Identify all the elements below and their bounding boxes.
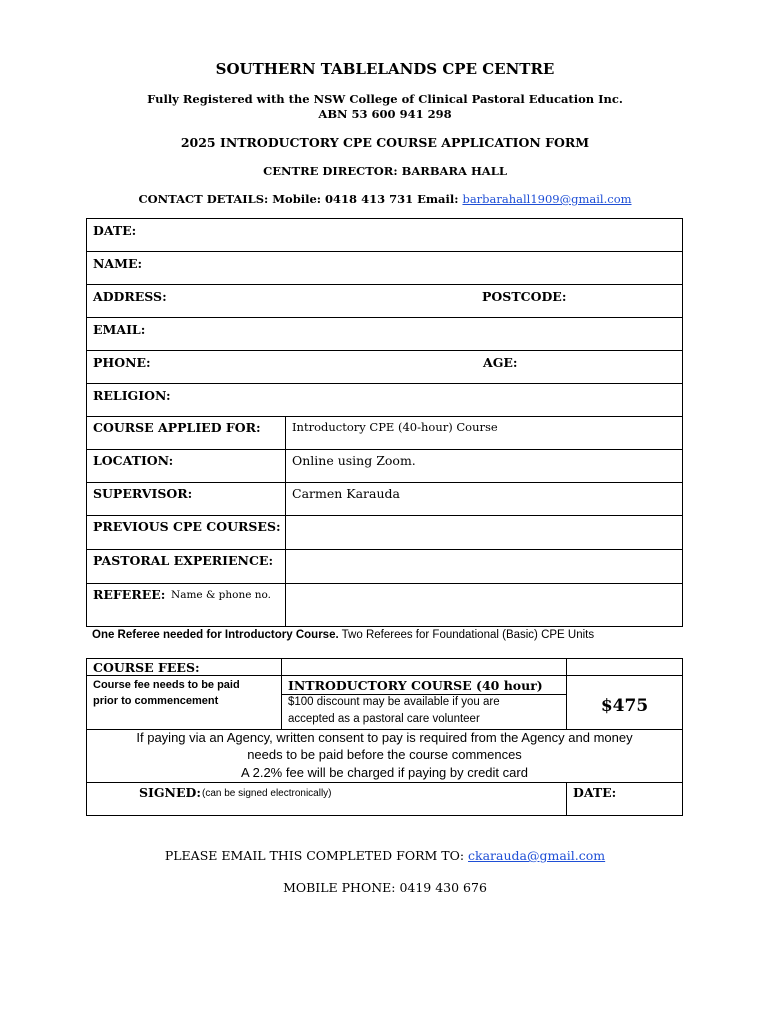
date-row[interactable] bbox=[86, 218, 683, 252]
referee-note-rest: Two Referees for Foundational (Basic) CPE Units bbox=[338, 629, 595, 641]
price-cell bbox=[566, 675, 683, 730]
registration-line: Fully Registered with the NSW College of Clinical Pastoral Education Inc. bbox=[147, 92, 623, 106]
email-instructions bbox=[0, 848, 770, 863]
course-fees-label: COURSE FEES: bbox=[93, 660, 200, 675]
referee-label-cell bbox=[86, 583, 286, 627]
abn-line: ABN 53 600 941 298 bbox=[318, 107, 452, 121]
mobile-phone: MOBILE PHONE: 0419 430 676 bbox=[283, 880, 487, 895]
course-label-cell bbox=[86, 416, 286, 450]
submission-email-link[interactable]: ckarauda@gmail.com bbox=[468, 848, 606, 863]
religion-row[interactable] bbox=[86, 383, 683, 417]
page-title: SOUTHERN TABLELANDS CPE CENTRE bbox=[215, 60, 555, 78]
location-label: LOCATION: bbox=[93, 453, 174, 468]
introductory-course-title: INTRODUCTORY COURSE (40 hour) bbox=[288, 678, 543, 693]
location-value-cell bbox=[285, 449, 683, 483]
address-label: ADDRESS: bbox=[93, 289, 167, 304]
pastoral-experience-field[interactable] bbox=[285, 549, 683, 584]
age-label: AGE: bbox=[483, 355, 518, 370]
religion-label: RELIGION: bbox=[93, 388, 171, 403]
postcode-label: POSTCODE: bbox=[482, 289, 567, 304]
contact-details bbox=[0, 192, 770, 206]
email-prompt: PLEASE EMAIL THIS COMPLETED FORM TO: bbox=[164, 848, 469, 863]
date-label: DATE: bbox=[93, 223, 137, 238]
signed-hint: (can be signed electronically) bbox=[202, 788, 332, 799]
fees-divider bbox=[86, 675, 282, 676]
phone-label: PHONE: bbox=[93, 355, 151, 370]
contact-label: CONTACT DETAILS: Mobile: 0418 413 731 Email: bbox=[138, 192, 463, 206]
referee-label: REFEREE: bbox=[93, 587, 166, 602]
email-label: EMAIL: bbox=[93, 322, 146, 337]
centre-director: CENTRE DIRECTOR: BARBARA HALL bbox=[263, 164, 507, 178]
supervisor-value: Carmen Karauda bbox=[292, 486, 400, 501]
pastoral-experience-label: PASTORAL EXPERIENCE: bbox=[93, 553, 274, 568]
previous-courses-label: PREVIOUS CPE COURSES: bbox=[93, 519, 281, 534]
discount-cell bbox=[281, 694, 567, 730]
agency-line1: If paying via an Agency, written consent to pay is required from the Agency and money bbox=[136, 730, 633, 745]
name-label: NAME: bbox=[93, 256, 143, 271]
fees-note-line1: Course fee needs to be paid bbox=[93, 679, 240, 691]
fees-top-cell bbox=[281, 658, 567, 676]
phone-row[interactable] bbox=[86, 350, 683, 384]
referee-note-bold: One Referee needed for Introductory Course. bbox=[92, 629, 339, 641]
email-row[interactable] bbox=[86, 317, 683, 351]
course-title-cell bbox=[281, 675, 567, 695]
referee-note bbox=[92, 629, 594, 641]
location-label-cell bbox=[86, 449, 286, 483]
agency-line3: A 2.2% fee will be charged if paying by credit card bbox=[241, 765, 528, 780]
name-row[interactable] bbox=[86, 251, 683, 285]
contact-email-link[interactable]: barbarahall1909@gmail.com bbox=[462, 192, 632, 206]
pastoral-label-cell bbox=[86, 549, 286, 584]
referee-hint: Name & phone no. bbox=[171, 589, 271, 601]
agency-line2: needs to be paid before the course commences bbox=[247, 747, 522, 762]
signed-date-cell[interactable] bbox=[566, 782, 683, 816]
location-value: Online using Zoom. bbox=[292, 453, 416, 468]
previous-label-cell bbox=[86, 515, 286, 550]
supervisor-label-cell bbox=[86, 482, 286, 516]
signed-date-label: DATE: bbox=[573, 785, 617, 800]
signed-row[interactable] bbox=[86, 782, 567, 816]
agency-note-cell bbox=[86, 729, 683, 783]
course-value-cell bbox=[285, 416, 683, 450]
signed-label: SIGNED: bbox=[139, 785, 201, 800]
supervisor-label: SUPERVISOR: bbox=[93, 486, 193, 501]
referee-field[interactable] bbox=[285, 583, 683, 627]
fees-top-right-cell bbox=[566, 658, 683, 676]
address-row[interactable] bbox=[86, 284, 683, 318]
course-applied-value: Introductory CPE (40-hour) Course bbox=[292, 420, 498, 434]
fees-note-line2: prior to commencement bbox=[93, 695, 219, 707]
discount-line2: accepted as a pastoral care volunteer bbox=[288, 713, 480, 725]
supervisor-value-cell bbox=[285, 482, 683, 516]
discount-line1: $100 discount may be available if you are bbox=[288, 696, 500, 708]
course-applied-label: COURSE APPLIED FOR: bbox=[93, 420, 261, 435]
previous-courses-field[interactable] bbox=[285, 515, 683, 550]
form-title: 2025 INTRODUCTORY CPE COURSE APPLICATION FORM bbox=[180, 135, 590, 150]
course-price: $475 bbox=[600, 696, 649, 716]
fees-label-cell bbox=[86, 658, 282, 730]
